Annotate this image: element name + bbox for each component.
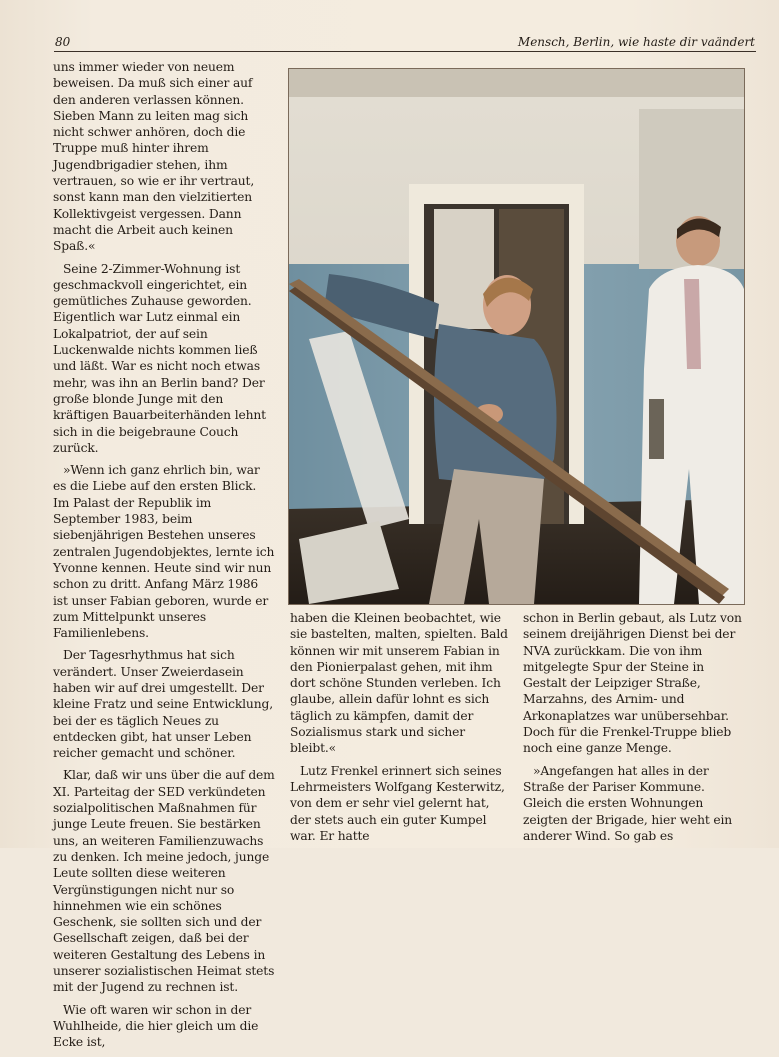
paragraph: Der Tagesrhythmus hat sich verändert. Unser Zweierdasein haben wir auf drei umgestellt. Der kleine Fratz und seine Entwicklung, bei der es täglich Neues zu entdecken gibt, hat unser Leben reicher gemacht und schöner.: [53, 648, 273, 761]
renovation-photo: [288, 68, 745, 605]
header-rule: [54, 51, 756, 52]
paragraph: Seine 2-Zimmer-Wohnung ist geschmackvoll eingerichtet, ein gemütliches Zuhause geworden. Eigentlich war Lutz einmal ein Lokalpatriot, der auf sein Luckenwalde nichts kommen ließ und läßt. War es nicht noch etwas mehr, was ihn an Berlin band? Der große blonde Junge mit den kräftigen Bauarbeiterhänden lehnt sich in die beigebraune Couch zurück.: [53, 261, 266, 455]
paragraph: schon in Berlin gebaut, als Lutz von seinem dreijährigen Dienst bei der NVA zurückkam. Die von ihm mitgelegte Spur der Steine in Gestalt der Leipziger Straße, Marzahns, des Arnim- und Arkonaplatzes war unübersehbar. Doch für die Frenkel-Truppe blieb noch eine ganze Menge.: [523, 611, 742, 756]
paragraph: Klar, daß wir uns über die auf dem XI. Parteitag der SED verkündeten sozialpolitischen Maßnahmen für junge Leute freuen. Sie bestärken uns, an weiteren Familienzuwachs zu denken. Ich meine jedoch, junge Leute sollten diese weiteren Vergünstigungen nicht nur so hinnehmen wie ein schönes Geschenk, sie sollten sich und der Gesellschaft zeigen, daß bei der weiteren Gestaltung des Lebens in unserer sozialistischen Heimat stets mit der Jugend zu rechnen ist.: [53, 768, 275, 995]
paragraph: »Wenn ich ganz ehrlich bin, war es die Liebe auf den ersten Blick. Im Palast der Republik im September 1983, beim siebenjährigen Bestehen unseres zentralen Jugendobjektes, lernte ich Yvonne kennen. Heute sind wir nun schon zu dritt. Anfang März 1986 ist unser Fabian geboren, wurde er zum Mittelpunkt unseres Familienlebens.: [53, 463, 275, 641]
text-column-left: [53, 59, 275, 1057]
paragraph: uns immer wieder von neuem beweisen. Da muß sich einer auf den anderen verlassen können. Sieben Mann zu leiten mag sich nicht schwer anhören, doch die Truppe muß hinter ihrem Jugendbrigadier stehen, ihm vertrauen, so wie er ihr vertraut, sonst kann man den vielzitierten Kollektivgeist vergessen. Dann macht die Arbeit auch keinen Spaß.«: [53, 60, 255, 254]
text-column-middle: [290, 610, 512, 850]
text-column-right: [523, 610, 745, 850]
paragraph: haben die Kleinen beobachtet, wie sie bastelten, malten, spielten. Bald können wir mit unserem Fabian in den Pionierpalast gehen, mit ihm dort schöne Stunden verleben. Ich glaube, allein dafür lohnt es sich täglich zu kämpfen, damit der Sozialismus stark und sicher bleibt.«: [290, 611, 508, 756]
paragraph: »Angefangen hat alles in der Straße der Pariser Kommune. Gleich die ersten Wohnungen zeigten der Brigade, hier weht ein anderer Wind. So gab es: [523, 763, 733, 843]
page-number: 80: [55, 35, 71, 49]
paragraph: Wie oft waren wir schon in der Wuhlheide, die hier gleich um die Ecke ist,: [53, 1002, 259, 1050]
paragraph: Lutz Frenkel erinnert sich seines Lehrmeisters Wolfgang Kesterwitz, von dem er sehr viel gelernt hat, der stets auch ein guter Kumpel war. Er hatte: [290, 763, 505, 843]
running-head-title: Mensch, Berlin, wie haste dir vaändert: [517, 35, 755, 49]
